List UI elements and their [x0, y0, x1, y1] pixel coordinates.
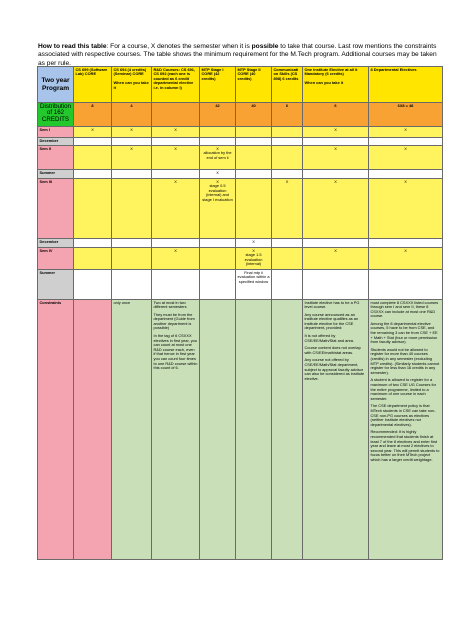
table-cell	[369, 270, 443, 300]
constraint-cell	[74, 300, 112, 560]
table-cell	[200, 127, 236, 138]
distribution-label: Distribution of 162 CREDITS	[38, 103, 74, 127]
table-cell	[152, 239, 200, 248]
distribution-value: 40	[236, 103, 272, 127]
table-cell	[200, 270, 236, 300]
table-cell	[74, 270, 112, 300]
constraint-paragraph: must complete 8 CSXXX listed courses through sem I and sem II, these 8 CSXXX can include at most one R&D course.	[370, 299, 439, 319]
intro-text-before: : For a course, X denotes the semester when it is	[106, 43, 252, 50]
table-body	[38, 67, 443, 560]
table-cell	[272, 239, 303, 248]
constraints-label: Constraints	[38, 300, 74, 560]
constraint-paragraph: Institute elective has to be a PG level course.	[304, 299, 360, 310]
intro-label: How to read this table	[38, 43, 107, 50]
table-cell	[303, 138, 369, 146]
row-label: Summer	[38, 170, 74, 179]
program-table	[37, 66, 443, 560]
table-cell	[369, 239, 443, 248]
constraint-paragraph: A student is allowed to register for a maximum of two CSE UG Courses for the entire programme, limited to a maximum of one course in each semester.	[370, 377, 437, 401]
table-cell: X stage 0.5 evaluation (internal) and stage I evaluation	[200, 179, 236, 239]
table-cell: X	[369, 146, 443, 170]
constraint-paragraph: Course content does not overlap with CS/EE/math/stat areas.	[304, 345, 361, 355]
constraint-cell	[200, 300, 236, 560]
table-cell	[74, 179, 112, 239]
table-cell: X	[369, 248, 443, 270]
row-label: December	[38, 239, 74, 248]
table-cell	[200, 138, 236, 146]
table-cell	[303, 170, 369, 179]
row-label: Sem III	[38, 179, 74, 239]
distribution-value: 6X8 = 48	[369, 103, 443, 127]
constraints-row	[38, 300, 443, 560]
table-cell	[272, 170, 303, 179]
table-cell: X	[303, 146, 369, 170]
table-cell	[303, 270, 369, 300]
constraint-cell	[272, 300, 303, 560]
table-cell	[236, 138, 272, 146]
col-header: MTP Stage I CORE (42 credits)	[200, 67, 236, 103]
table-cell	[236, 170, 272, 179]
table-cell	[200, 239, 236, 248]
col-header: MTP Stage II CORE (40 credits)	[236, 67, 272, 103]
row-label: December	[38, 138, 74, 146]
row-label: Sem II	[38, 146, 74, 170]
row-label: Summer	[38, 270, 74, 300]
distribution-value: 4	[112, 103, 152, 127]
constraint-cell: only once	[112, 300, 152, 560]
table-cell	[112, 270, 152, 300]
table-cell: X	[303, 127, 369, 138]
row-label: Sem I	[38, 127, 74, 138]
table-cell	[74, 248, 112, 270]
table-cell	[112, 179, 152, 239]
table-cell	[236, 179, 272, 239]
distribution-value: 8	[74, 103, 112, 127]
table-cell: X	[152, 146, 200, 170]
constraint-paragraph: Students would not be allowed to register for more than 40 courses (credits) in any semester (excluding MTP credits). (Similarly students cannot register for less than 16 credits in any semester).	[370, 346, 440, 375]
table-cell	[152, 138, 200, 146]
table-cell	[369, 138, 443, 146]
table-cell	[152, 170, 200, 179]
table-cell: X	[236, 239, 272, 248]
col-header: 8 Departmental Electives	[369, 67, 443, 103]
table-cell	[112, 138, 152, 146]
table-row	[38, 248, 443, 270]
constraint-paragraph: Any course not offered by CSE/EE/Math/Stat department, subject to approval faculty advisor can also be considered as institute elective.	[304, 357, 365, 381]
table-cell: X	[200, 170, 236, 179]
table-cell: X	[152, 248, 200, 270]
table-cell: X	[303, 248, 369, 270]
constraint-paragraph: The CSE department policy is that MTech students in CSE can take non-CSE non-PG courses as electives (neither institute electives nor departmental electives).	[370, 403, 436, 427]
row-label: Sem IV	[38, 248, 74, 270]
table-cell: X	[152, 179, 200, 239]
table-cell: X	[272, 179, 303, 239]
table-cell	[74, 138, 112, 146]
table-cell	[272, 248, 303, 270]
col-header: Communication Skills (CS 898) 6 credits	[272, 67, 303, 103]
col-header: CS 694 (4 credits) (Seminar) CORE When can you take it	[112, 67, 152, 103]
distribution-value: 6	[303, 103, 369, 127]
col-header: One institute Elective at all it Mandatory (6 credits) When can you take it	[303, 67, 369, 103]
table-cell: Final mtp ii evaluation within a specified window	[236, 270, 272, 300]
col-header: R&D Courses: CS 691, CS 692 (each one is counted as 6 credit departmental elective i.e. in column I)	[152, 67, 200, 103]
table-cell: X	[112, 146, 152, 170]
table-cell: X	[112, 127, 152, 138]
intro-emph: possible	[251, 43, 279, 50]
table-cell	[272, 138, 303, 146]
table-cell	[272, 146, 303, 170]
table-row	[38, 270, 443, 300]
table-cell: X	[369, 127, 443, 138]
col-header: CS 699 (Software Lab) CORE	[74, 67, 112, 103]
table-cell	[152, 270, 200, 300]
distribution-value: 42	[200, 103, 236, 127]
table-cell	[272, 127, 303, 138]
table-cell: X	[303, 179, 369, 239]
table-cell: X	[74, 127, 112, 138]
table-cell	[74, 170, 112, 179]
distribution-value	[152, 103, 200, 127]
table-cell	[236, 146, 272, 170]
constraint-cell	[152, 300, 200, 560]
constraint-cell	[369, 300, 443, 560]
header-row	[38, 67, 443, 103]
table-cell: X allocation by the end of sem ii	[200, 146, 236, 170]
constraint-paragraph: Any course announced as an institute elective qualifies as an institute elective for the CSE department, provided:	[304, 311, 359, 331]
constraint-paragraph: In the tag of 6 CSXXX electives in first year, you can count at most one R&D course each, even if that hence in first year you can count four times to one R&D course within this count of 6.	[153, 333, 198, 371]
distribution-value: 6	[272, 103, 303, 127]
table-cell	[369, 170, 443, 179]
table-row	[38, 127, 443, 138]
constraint-cell	[303, 300, 369, 560]
table-cell: X	[369, 179, 443, 239]
distribution-row	[38, 103, 443, 127]
table-row	[38, 138, 443, 146]
constraint-paragraph: Among the 8 departmental elective courses, 5 have to be from CSE, and the remaining 3 can be from CSE + EE + Math + Stat (four or more permission from faculty advisor).	[370, 320, 438, 345]
intro-text	[38, 43, 442, 68]
table-row	[38, 146, 443, 170]
table-cell	[74, 146, 112, 170]
intro-text-after: to take that course. Last row mentions the constraints associated with respective courses. The table shows the minimum requirement for the M.Tech program. Additional courses may be taken as per rule.	[38, 43, 437, 67]
table-cell	[112, 239, 152, 248]
table-cell	[303, 239, 369, 248]
table-row	[38, 170, 443, 179]
program-header: Two year Program	[38, 67, 74, 103]
table-cell	[200, 248, 236, 270]
table-cell: X stage 1.5 evaluation (internal)	[236, 248, 272, 270]
table-cell	[74, 239, 112, 248]
table-cell	[112, 170, 152, 179]
table-row	[38, 239, 443, 248]
constraint-paragraph: They must be from the department (Guide from another department is possible)	[153, 311, 195, 331]
table-cell	[236, 127, 272, 138]
constraint-paragraph: Two at most in two different semesters	[153, 299, 187, 310]
constraint-paragraph: It is not offered by CSE/EE/Math/Stat and area.	[304, 333, 355, 343]
table-cell	[112, 248, 152, 270]
table-cell: X	[152, 127, 200, 138]
constraint-paragraph: Recommended: It is highly recommended that students finish at least 7 of the 8 electives and enter first year and leave at most 2 electives to second year. This will permit students to focus better on their MTech project which has a larger credit weightage.	[370, 429, 440, 462]
constraint-cell	[236, 300, 272, 560]
table-cell	[272, 270, 303, 300]
table-row	[38, 179, 443, 239]
